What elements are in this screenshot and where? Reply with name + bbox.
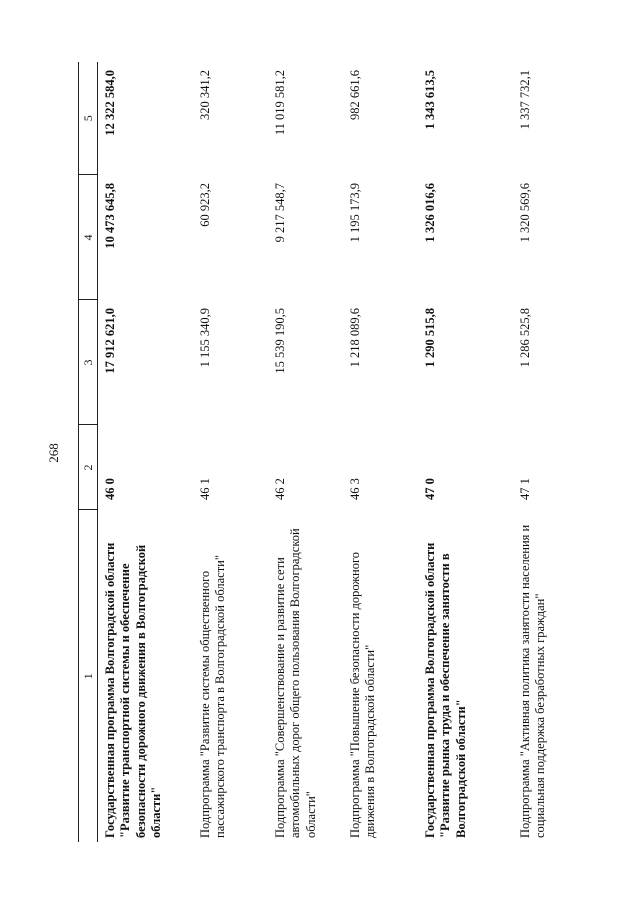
row-code: 46 0	[103, 478, 117, 500]
row-code: 46 2	[273, 478, 287, 500]
row-value-col3: 17 912 621,0	[103, 308, 117, 374]
row-value-col4: 1 195 173,9	[348, 183, 362, 243]
column-header-5: 5	[79, 62, 98, 175]
row-value-col3: 1 290 515,8	[423, 308, 437, 368]
row-value-col5: 320 341,2	[198, 70, 212, 120]
row-name: Подпрограмма "Повышение безопасности дорожного движения в Волгоградской области"	[348, 551, 378, 838]
table-row	[343, 62, 418, 842]
row-value-col3: 1 218 089,6	[348, 308, 362, 368]
row-value-col4: 9 217 548,7	[273, 183, 287, 243]
row-value-col4: 1 326 016,6	[423, 183, 437, 243]
row-value-col3: 15 539 190,5	[273, 308, 287, 374]
row-value-col5: 982 661,6	[348, 70, 362, 120]
table-row	[98, 62, 194, 842]
row-name: Подпрограмма "Развитие системы общественного пассажирского транспорта в Волгоградской области"	[198, 555, 228, 838]
budget-table	[78, 62, 588, 842]
row-value-col5: 11 019 581,2	[273, 70, 287, 136]
page-number: 268	[46, 443, 61, 463]
column-header-4: 4	[79, 175, 98, 300]
column-header-1: 1	[79, 510, 98, 842]
rotated-table-container	[78, 62, 558, 842]
column-header-2: 2	[79, 425, 98, 510]
row-value-col3: 1 155 340,9	[198, 308, 212, 368]
row-code: 47 0	[423, 478, 437, 500]
row-code: 47 1	[518, 478, 532, 500]
table-row	[193, 62, 268, 842]
row-value-col4: 1 320 569,6	[518, 183, 532, 243]
row-value-col4: 10 473 645,8	[103, 183, 117, 249]
table-header-row	[79, 62, 98, 842]
column-header-3: 3	[79, 300, 98, 425]
row-value-col3: 1 286 525,8	[518, 308, 532, 368]
row-name: Государственная программа Волгоградской области "Развитие рынка труда и обеспечение занятости в Волгоградской области"	[423, 542, 468, 838]
row-value-col5: 12 322 584,0	[103, 70, 117, 136]
row-name: Подпрограмма "Активная политика занятости населения и социальная поддержка безработных граждан"	[518, 524, 548, 838]
table-row	[418, 62, 513, 842]
table-row	[268, 62, 343, 842]
row-code: 46 3	[348, 478, 362, 500]
row-name: Государственная программа Волгоградской области "Развитие транспортной системы и обеспечение безопасности дорожного движения в Волгоградской области"	[103, 542, 163, 838]
table-row	[513, 62, 588, 842]
row-name: Подпрограмма "Совершенствование и развитие сети автомобильных дорог общего пользования Волгоградской области"	[273, 528, 318, 838]
row-value-col4: 60 923,2	[198, 183, 212, 227]
row-value-col5: 1 337 732,1	[518, 70, 532, 130]
row-value-col5: 1 343 613,5	[423, 70, 437, 130]
row-code: 46 1	[198, 478, 212, 500]
